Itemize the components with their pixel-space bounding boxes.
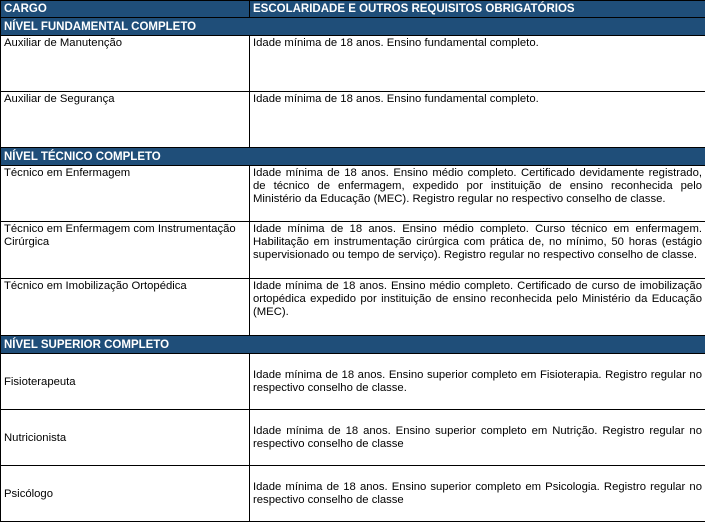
cargo-cell: Técnico em Imobilização Ortopédica [1, 279, 250, 336]
cargo-cell: Auxiliar de Segurança [1, 92, 250, 148]
cargo-cell: Nutricionista [1, 410, 250, 466]
requisito-cell: Idade mínima de 18 anos. Ensino fundamental completo. [250, 92, 705, 148]
cargo-cell: Auxiliar de Manutenção [1, 36, 250, 92]
cargo-cell: Técnico em Enfermagem com Instrumentação Cirúrgica [1, 222, 250, 279]
table-row [1, 354, 705, 410]
requisito-cell: Idade mínima de 18 anos. Ensino médio completo. Curso técnico em enfermagem. Habilitação em instrumentação cirúrgica com prática de, no mínimo, 50 horas (estágio supervisionado ou tempo de serviço). Registro regular no respectivo conselho de classe. [250, 222, 705, 279]
section-header [1, 18, 705, 36]
section-title: NÍVEL TÉCNICO COMPLETO [1, 148, 705, 166]
cargo-cell: Fisioterapeuta [1, 354, 250, 410]
table-row [1, 92, 705, 148]
section-header [1, 336, 705, 354]
header-requisitos: ESCOLARIDADE E OUTROS REQUISITOS OBRIGATÓRIOS [250, 1, 705, 18]
requisito-cell: Idade mínima de 18 anos. Ensino superior completo em Fisioterapia. Registro regular no respectivo conselho de classe. [250, 354, 705, 410]
section-header [1, 148, 705, 166]
requisito-cell: Idade mínima de 18 anos. Ensino médio completo. Certificado devidamente registrado, de técnico de enfermagem, expedido por instituição de ensino reconhecida pelo Ministério da Educação (MEC). Registro regular no respectivo conselho de classe. [250, 166, 705, 222]
table-row [1, 166, 705, 222]
table-header-row [1, 1, 705, 18]
table-row [1, 222, 705, 279]
requisito-cell: Idade mínima de 18 anos. Ensino superior completo em Nutrição. Registro regular no respectivo conselho de classe [250, 410, 705, 466]
table-row [1, 279, 705, 336]
table-row [1, 466, 705, 522]
cargo-cell: Psicólogo [1, 466, 250, 522]
requisito-cell: Idade mínima de 18 anos. Ensino médio completo. Certificado de curso de imobilização ortopédica expedido por instituição de ensino reconhecida pelo Ministério da Educação (MEC). [250, 279, 705, 336]
section-title: NÍVEL SUPERIOR COMPLETO [1, 336, 705, 354]
cargo-cell: Técnico em Enfermagem [1, 166, 250, 222]
requisito-cell: Idade mínima de 18 anos. Ensino superior completo em Psicologia. Registro regular no respectivo conselho de classe [250, 466, 705, 522]
table-row [1, 410, 705, 466]
requisito-cell: Idade mínima de 18 anos. Ensino fundamental completo. [250, 36, 705, 92]
table-row [1, 36, 705, 92]
section-title: NÍVEL FUNDAMENTAL COMPLETO [1, 18, 705, 36]
header-cargo: CARGO [1, 1, 250, 18]
